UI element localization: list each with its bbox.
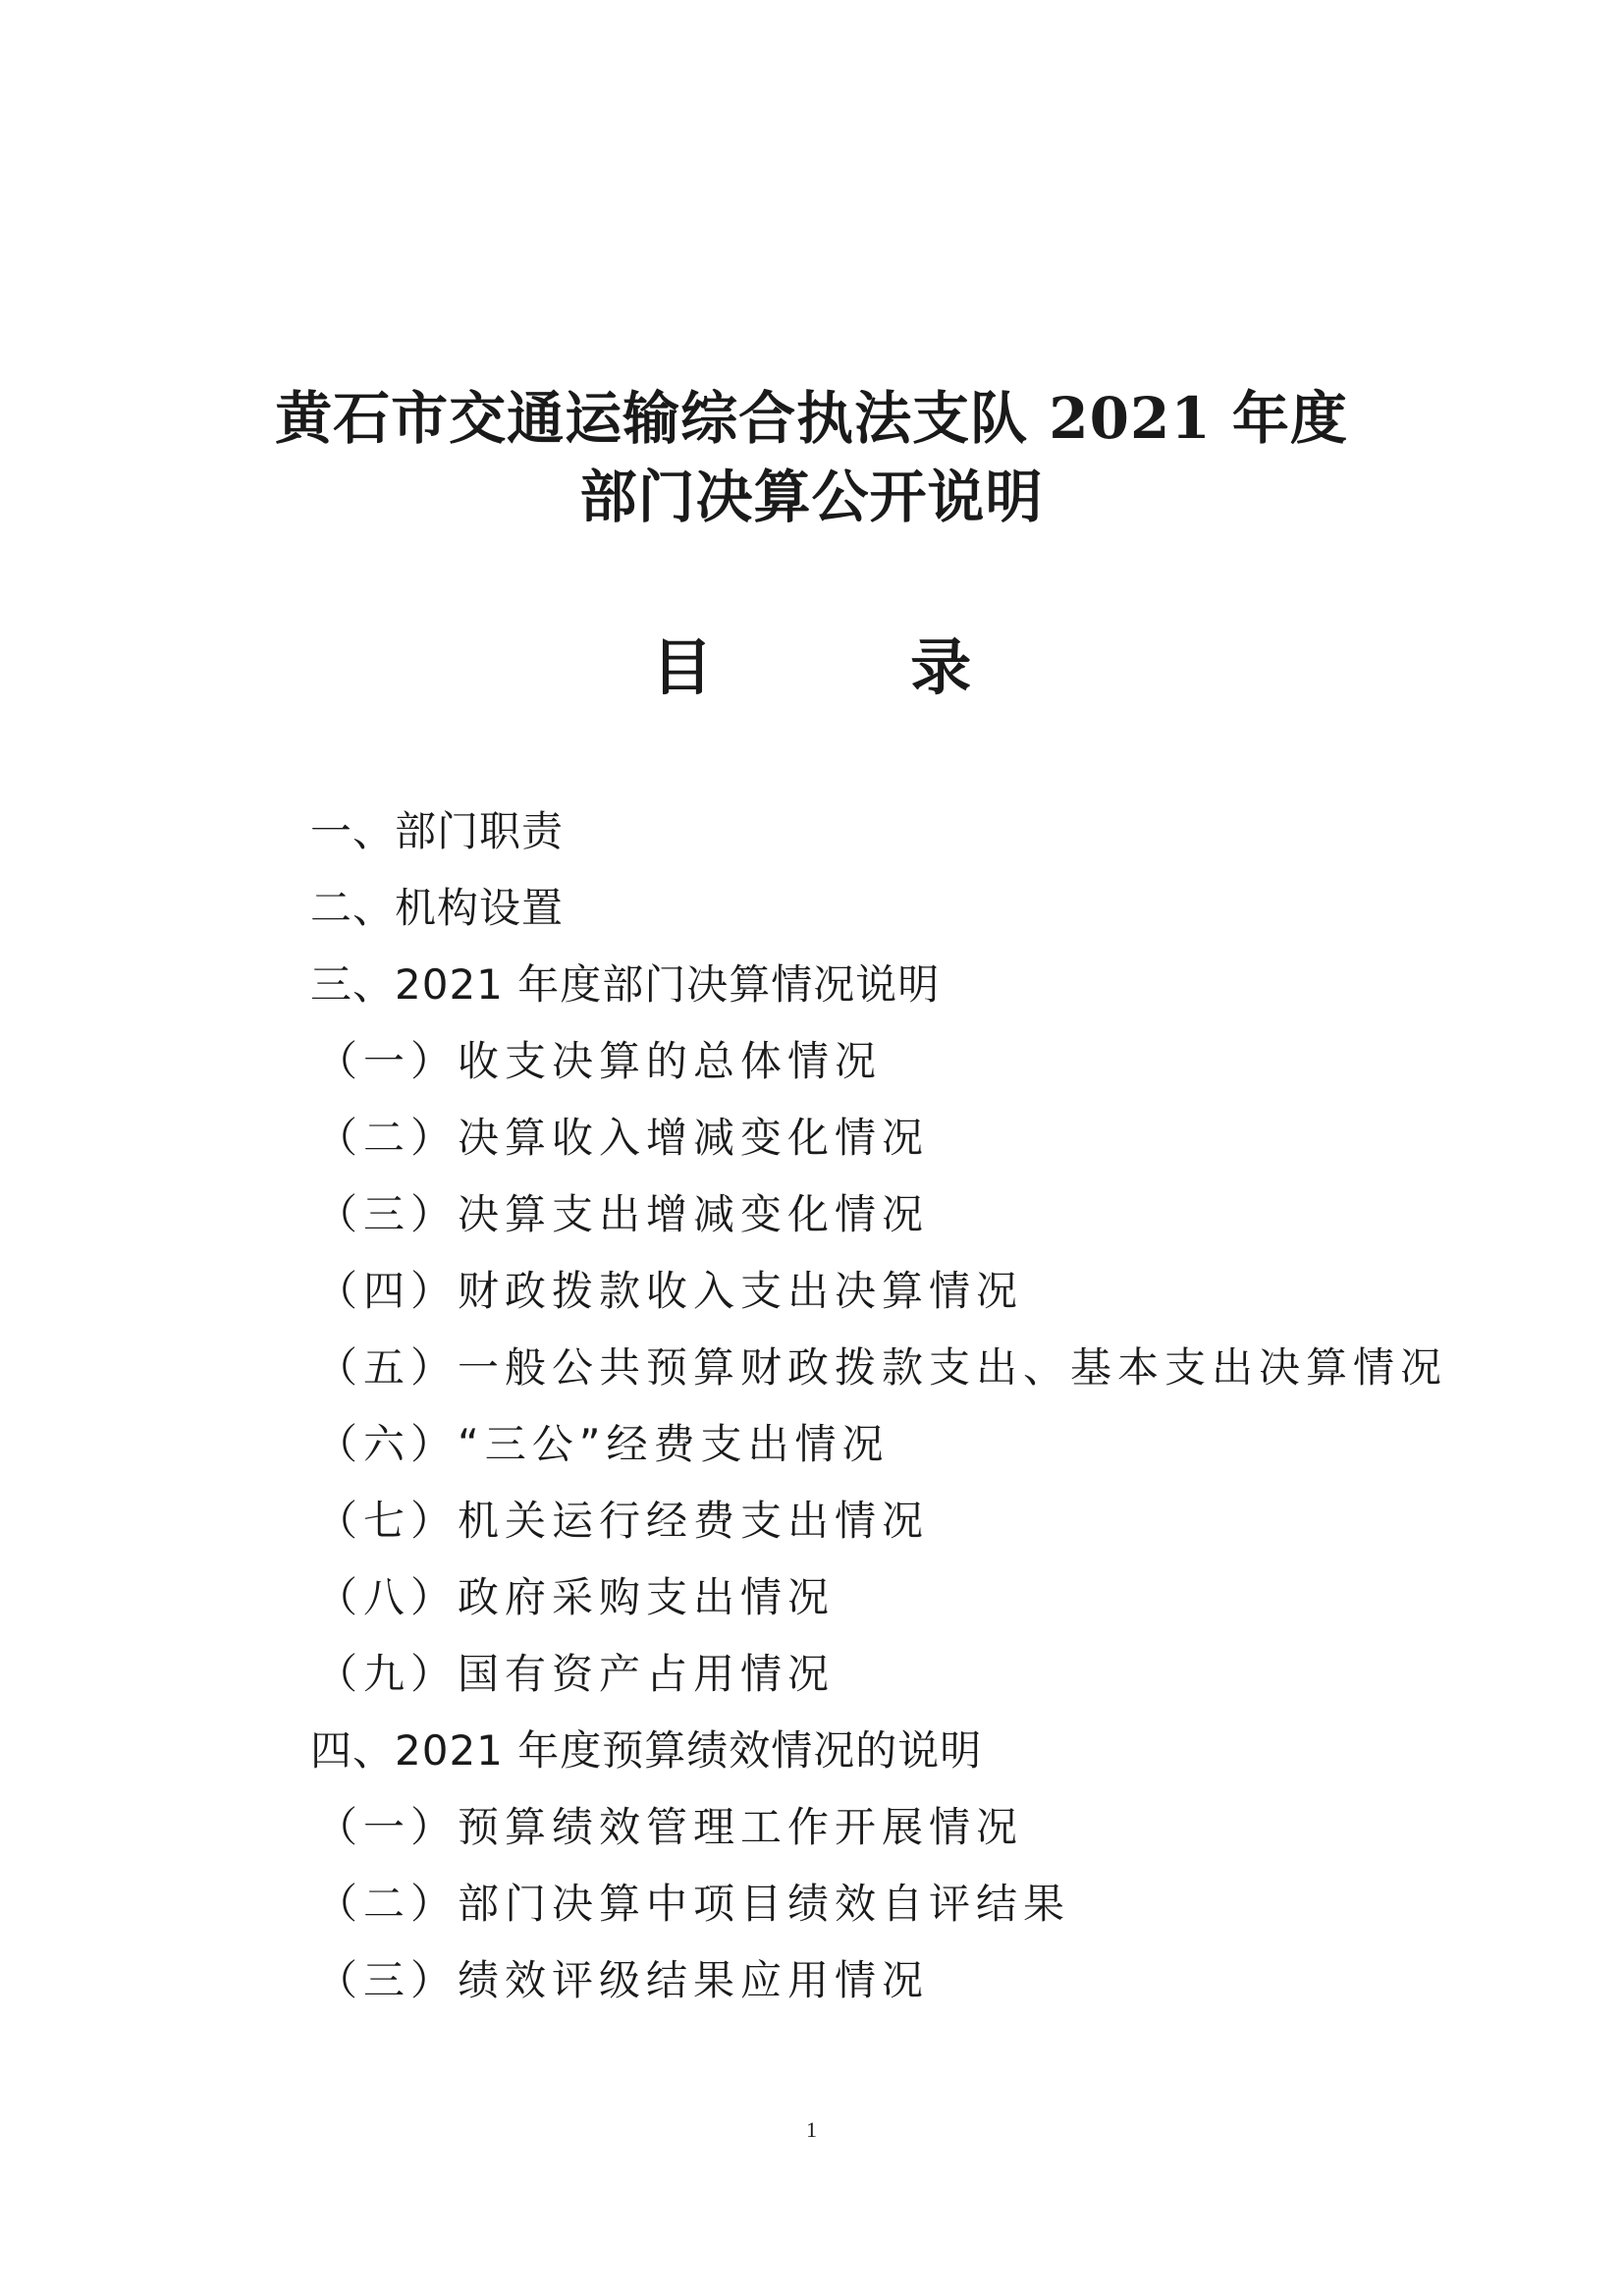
title-line-2: 部门决算公开说明 [579, 464, 1044, 530]
title-line-1: 黄石市交通运输综合执法支队 2021 年度 [275, 385, 1348, 452]
toc-subitem-rating-application: （三）绩效评级结果应用情况 [316, 1956, 930, 2004]
toc-subitem-state-assets: （九）国有资产占用情况 [316, 1650, 836, 1698]
toc-subitem-general-public-budget: （五）一般公共预算财政拨款支出、基本支出决算情况 [316, 1343, 1448, 1392]
toc-subitem-three-public-expenses: （六）“三公”经费支出情况 [316, 1420, 890, 1468]
toc-subitem-overall-revenue-expenditure: （一）收支决算的总体情况 [316, 1037, 883, 1085]
toc-subitem-performance-management: （一）预算绩效管理工作开展情况 [316, 1803, 1024, 1851]
document-title [0, 383, 1623, 532]
page-number: 1 [806, 2117, 817, 2142]
toc-item-final-accounts-explanation: 三、2021 年度部门决算情况说明 [310, 960, 941, 1009]
toc-subitem-project-self-evaluation: （二）部门决算中项目绩效自评结果 [316, 1880, 1071, 1928]
toc-subitem-government-procurement: （八）政府采购支出情况 [316, 1573, 836, 1621]
toc-subitem-operating-expenses: （七）机关运行经费支出情况 [316, 1497, 930, 1545]
table-of-contents [310, 793, 1488, 2019]
toc-heading: 目 录 [651, 631, 1060, 703]
toc-subitem-fiscal-appropriation: （四）财政拨款收入支出决算情况 [316, 1267, 1024, 1315]
toc-item-budget-performance: 四、2021 年度预算绩效情况的说明 [310, 1726, 983, 1775]
toc-item-organization-setup: 二、机构设置 [310, 884, 565, 932]
toc-subitem-revenue-changes: （二）决算收入增减变化情况 [316, 1114, 930, 1162]
toc-subitem-expenditure-changes: （三）决算支出增减变化情况 [316, 1190, 930, 1238]
toc-item-department-duties: 一、部门职责 [310, 807, 565, 855]
